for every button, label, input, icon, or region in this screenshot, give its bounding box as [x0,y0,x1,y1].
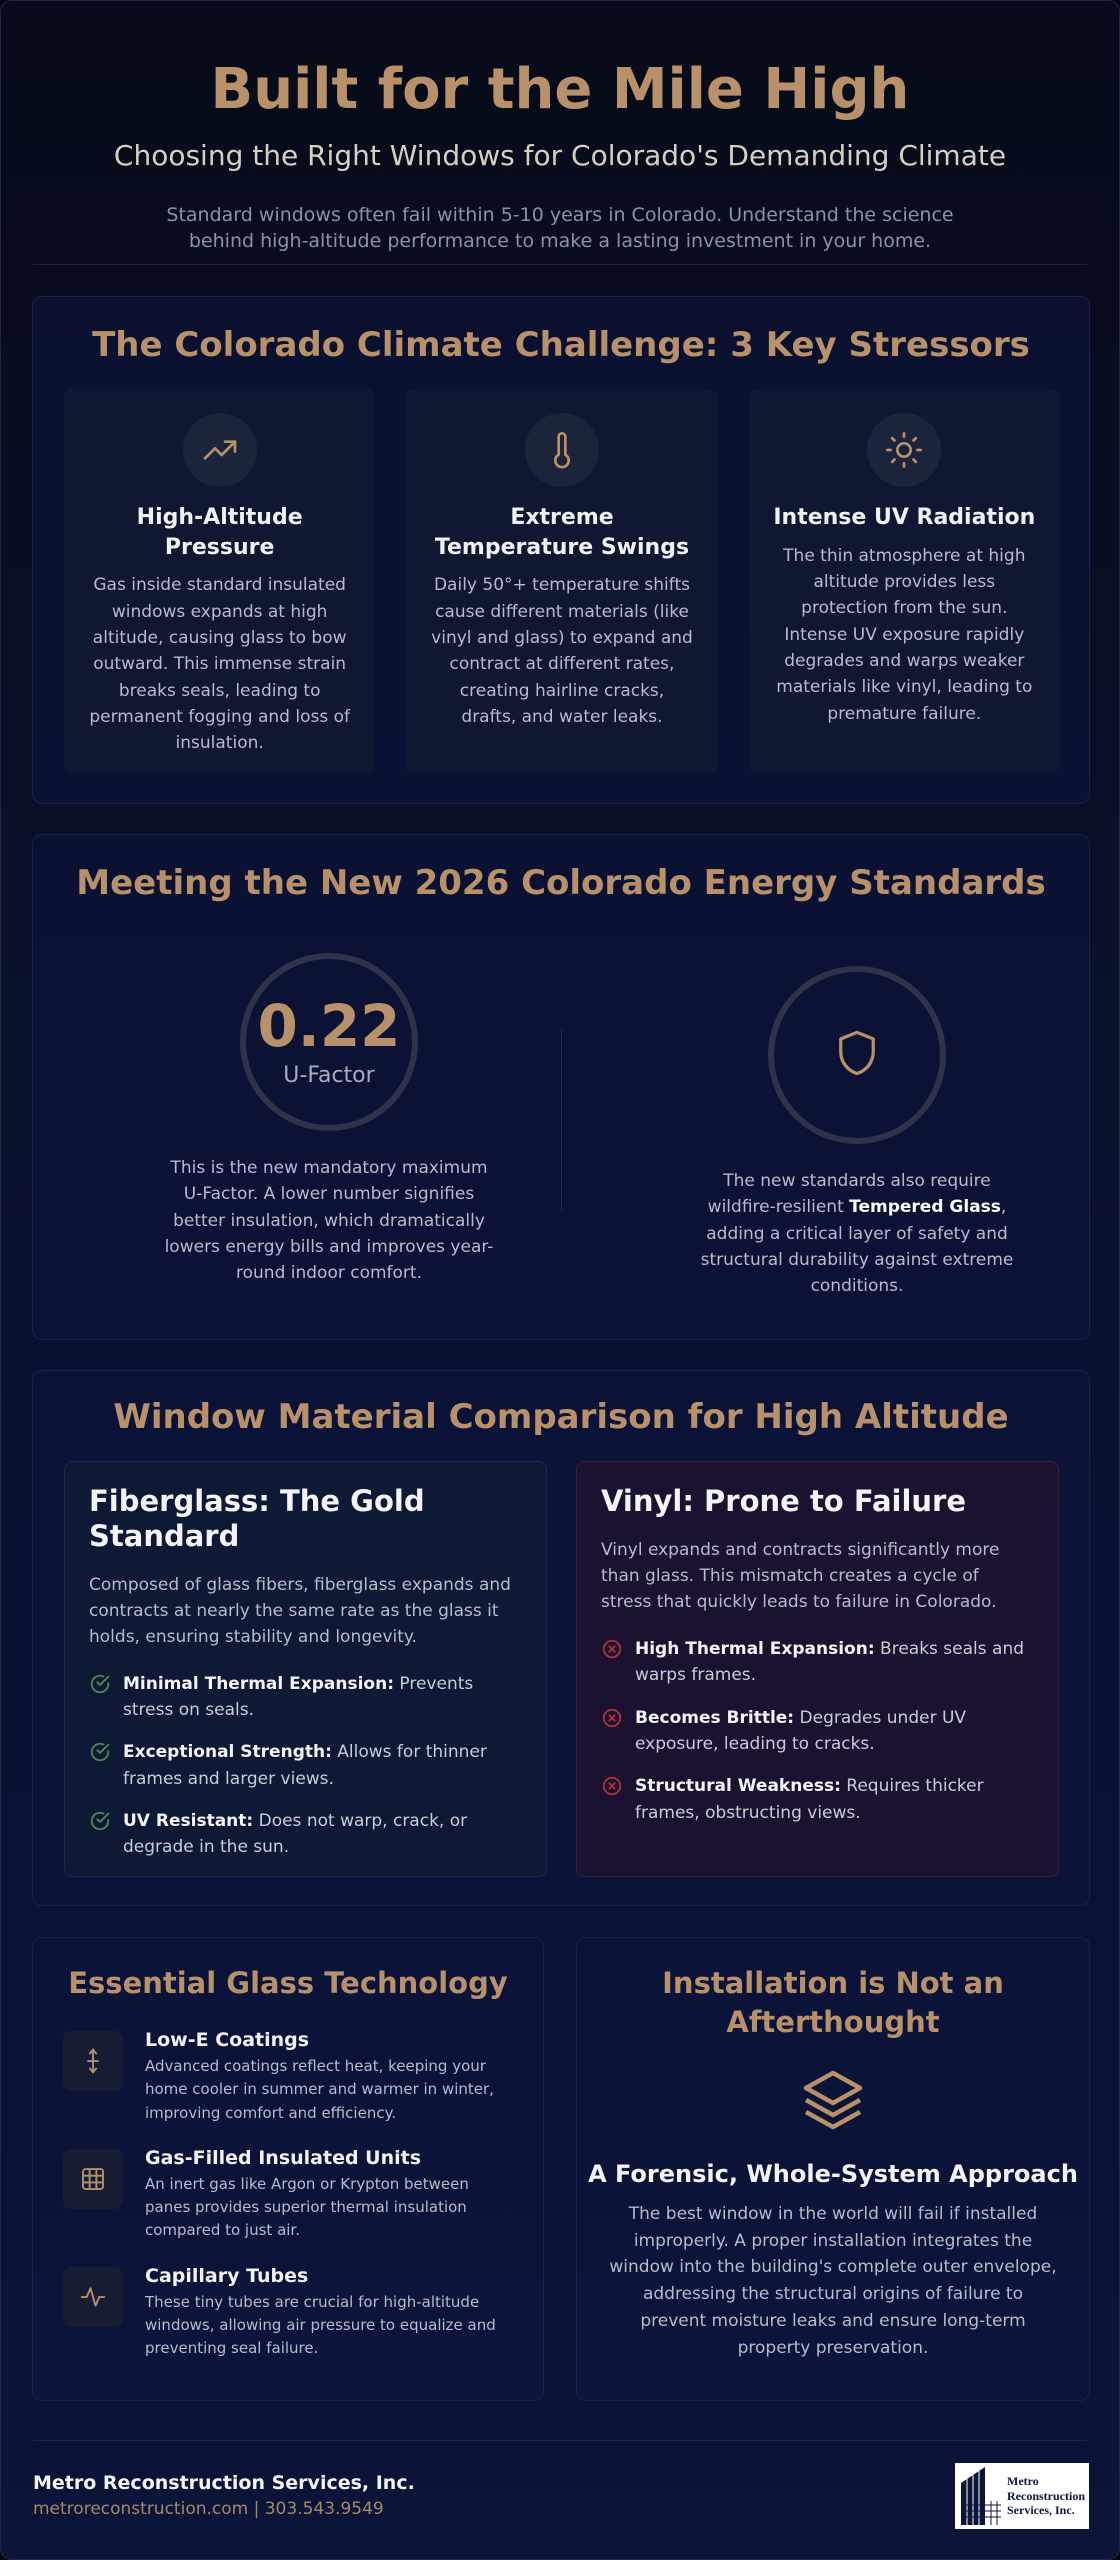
item-bold: High Thermal Expansion: [635,1638,875,1659]
tempered-glass-text [697,1168,1017,1300]
list-item [89,1808,522,1861]
tech-title: Gas-Filled Insulated Units [145,2146,422,2169]
stressor-card-pressure [64,389,375,773]
grid-icon [63,2149,123,2209]
list-item [601,1773,1034,1826]
tech-title: Low-E Coatings [145,2029,310,2052]
climate-challenge-section [32,296,1090,804]
stressor-text: Daily 50°+ temperature shifts cause different materials (like vinyl and glass) to expand and contract at different rates, creating hairline cracks, drafts, and water leaks. [431,575,693,728]
section-title: Meeting the New 2026 Colorado Energy Standards [76,863,1046,903]
fiberglass-list [89,1671,522,1861]
installation-subtitle: A Forensic, Whole-System Approach [588,2160,1078,2189]
fiberglass-card [64,1461,547,1877]
item-text: Prevents stress on seals. [123,1673,474,1720]
glass-text-before: The new standards also require wildfire-resilient [707,1171,991,1218]
company-logo [955,2463,1089,2529]
item-bold: Structural Weakness: [635,1776,841,1797]
item-text: Allows for thinner frames and larger views. [123,1742,487,1789]
item-bold: Minimal Thermal Expansion: [123,1673,394,1694]
tech-item-low-e [63,2029,503,2125]
glass-text-after: , adding a critical layer of safety and structural durability against extreme conditions. [700,1197,1014,1297]
list-item [89,1739,522,1792]
tech-text: An inert gas like Argon or Krypton between panes provides superior thermal insulation compared to just air. [145,2174,469,2240]
item-text: Requires thicker frames, obstructing views. [635,1776,984,1823]
u-factor-value: 0.22 [257,991,401,1060]
stressor-title: High-Altitude Pressure [136,505,303,560]
stressor-text: Gas inside standard insulated windows expands at high altitude, causing glass to bow outward. This immense strain breaks seals, leading to permanent fogging and loss of insulation. [89,575,350,754]
stressor-card-temperature [406,389,717,773]
x-circle-icon [601,1775,623,1797]
page-title: Built for the Mile High [210,57,910,122]
list-item [601,1636,1034,1689]
fiberglass-title: Fiberglass: The Gold Standard [89,1484,425,1553]
tech-text: Advanced coatings reflect heat, keeping your home cooler in summer and warmer in winter, improving comfort and efficiency. [145,2057,494,2122]
section-title: The Colorado Climate Challenge: 3 Key Stressors [92,325,1030,365]
stressor-title: Intense UV Radiation [773,505,1036,530]
header [1,1,1119,255]
section-title: Installation is Not an Afterthought [662,1966,1004,2040]
fiberglass-description: Composed of glass fibers, fiberglass expands and contracts at nearly the same rate as the glass it holds, ensuring stability and longevity. [89,1574,511,1648]
list-item [601,1705,1034,1758]
item-bold: Becomes Brittle: [635,1707,795,1728]
installation-text: The best window in the world will fail if installed improperly. A proper installation integrates the window into the building's complete outer envelope, addressing the structural origins of failure to prevent moisture leaks and ensure long-term property preservation. [609,2203,1057,2358]
sun-icon [867,413,941,487]
shield-icon [831,1027,883,1083]
installation-section [576,1937,1090,2401]
pulse-icon [63,2267,123,2327]
x-circle-icon [601,1638,623,1660]
page-subtitle: Choosing the Right Windows for Colorado's Demanding Climate [113,138,1007,172]
vinyl-title: Vinyl: Prone to Failure [601,1484,967,1518]
tech-title: Capillary Tubes [145,2264,309,2287]
energy-standards-section [32,834,1090,1340]
logo-line: Metro [1007,2474,1039,2489]
tech-item-gas-filled [63,2147,503,2243]
item-text: Does not warp, crack, or degrade in the sun. [123,1811,468,1858]
shield-ring [768,966,946,1144]
item-text: Breaks seals and warps frames. [635,1638,1025,1686]
u-factor-column [119,953,539,1287]
logo-text [1007,2474,1085,2517]
vinyl-description: Vinyl expands and contracts significantly more than glass. This mismatch creates a cycle of stress that quickly leads to failure in Colorado. [601,1539,1000,1613]
tech-item-capillary [63,2265,503,2361]
stressor-title: Extreme Temperature Swings [434,505,690,560]
u-factor-ring [240,953,418,1131]
item-bold: UV Resistant: [123,1811,254,1831]
footer-divider [33,2440,1087,2441]
tempered-glass-column [647,966,1067,1300]
u-factor-label: U-Factor [283,1062,375,1088]
material-comparison-section [32,1370,1090,1906]
trending-up-icon [183,413,257,487]
u-factor-text: This is the new mandatory maximum U-Factor. A lower number signifies better insulation, which dramatically lowers energy bills and improves year-round indoor comfort. [164,1158,494,1284]
glass-technology-section [32,1937,544,2401]
logo-line: Services, Inc. [1007,2503,1075,2518]
thermometer-icon [525,413,599,487]
header-divider [33,264,1087,265]
layers-icon [577,2064,1089,2140]
sparkle-icon [63,2031,123,2091]
logo-line: Reconstruction [1007,2488,1085,2503]
building-logo-icon [959,2465,1003,2527]
check-circle-icon [89,1741,111,1763]
company-name: Metro Reconstruction Services, Inc. [33,2472,415,2494]
x-circle-icon [601,1707,623,1729]
list-item [89,1671,522,1724]
stressor-card-uv [749,389,1060,773]
vinyl-list [601,1636,1034,1826]
contact-link[interactable]: metroreconstruction.com | 303.543.9549 [33,2499,384,2519]
intro-text: Standard windows often fail within 5-10 years in Colorado. Understand the science behind high-altitude performance to make a lasting investment in your home. [166,203,954,253]
check-circle-icon [89,1673,111,1695]
tech-text: These tiny tubes are crucial for high-altitude windows, allowing air pressure to equalize and preventing seal failure. [145,2292,496,2358]
stressor-text: The thin atmosphere at high altitude provides less protection from the sun. Intense UV exposure rapidly degrades and warps weaker materials like vinyl, leading to premature failure. [776,545,1033,724]
section-title: Essential Glass Technology [68,1966,508,2000]
glass-text-bold: Tempered Glass [849,1197,1001,1218]
item-text: Degrades under UV exposure, leading to cracks. [635,1707,967,1754]
section-title: Window Material Comparison for High Altitude [113,1397,1009,1437]
item-bold: Exceptional Strength: [123,1742,332,1763]
vinyl-card [576,1461,1059,1877]
check-circle-icon [89,1810,111,1832]
column-divider [561,1030,562,1210]
